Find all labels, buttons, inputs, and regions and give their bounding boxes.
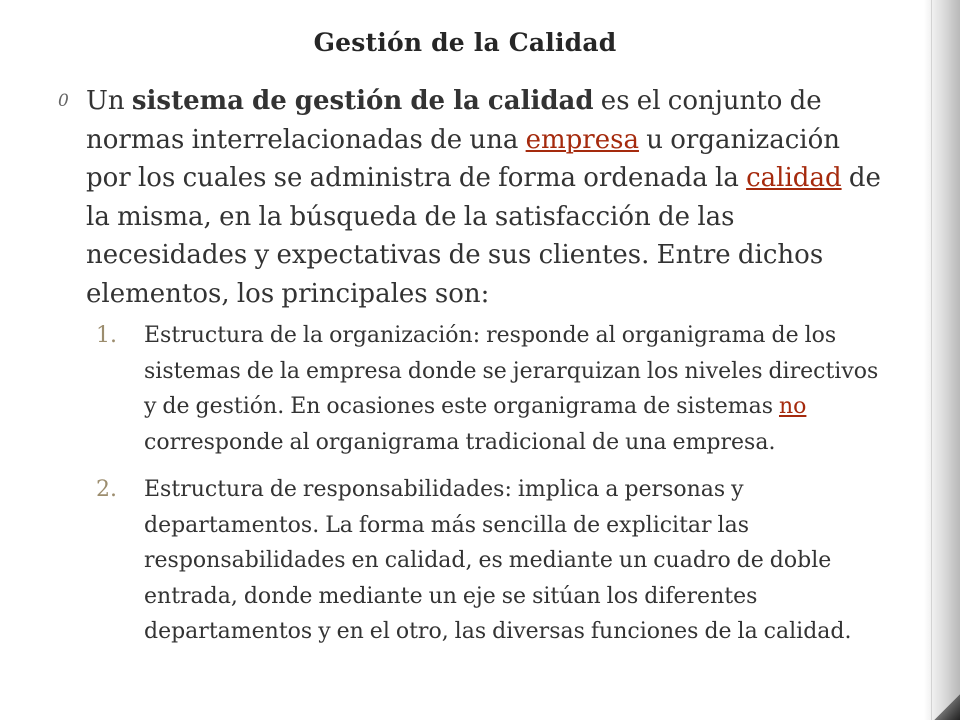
no-link[interactable]: no [778,394,807,419]
empresa-link[interactable]: empresa [525,124,639,155]
paragraph-bold-term: sistema de gestión de la calidad [131,86,594,116]
calidad-link[interactable]: calidad [746,163,842,193]
paragraph-text-3: u organización por los cuales se administra de forma ordenada la [86,124,841,193]
paragraph-text-1: Un [86,86,132,116]
bullet-marker: 0 [58,91,69,111]
right-frame-shadow [924,0,960,720]
elements-list [96,318,896,662]
paragraph-text-4: de la misma, en la búsqueda de la satisfacción de las necesidades y expectativas de sus clientes. Entre dichos elementos, los principales son: [86,163,881,309]
paragraph-text-2: es el conjunto de normas interrelacionadas de una [86,86,822,155]
page-curl-corner [934,694,960,720]
item-1-text-1: Estructura de la organización: responde al organigrama de los sistemas de la empresa donde se jerarquizan los niveles directivos y de gestión. En ocasiones este organigrama de sistemas [144,323,879,419]
list-number: 2. [96,477,117,502]
main-paragraph [86,82,886,313]
item-2-text: Estructura de responsabilidades: implica a personas y departamentos. La forma más sencilla de explicitar las responsabilidades en calidad, es mediante un cuadro de doble entrada, donde mediante un eje se sitúan los diferentes departamentos y en el otro, las diversas funciones de la calidad. [144,477,852,644]
list-item [96,472,896,650]
slide-title: Gestión de la Calidad [313,28,617,57]
list-number: 1. [96,323,117,348]
item-1-text-2: corresponde al organigrama tradicional de una empresa. [144,429,776,455]
right-frame-line [931,0,932,720]
list-item [96,318,896,460]
